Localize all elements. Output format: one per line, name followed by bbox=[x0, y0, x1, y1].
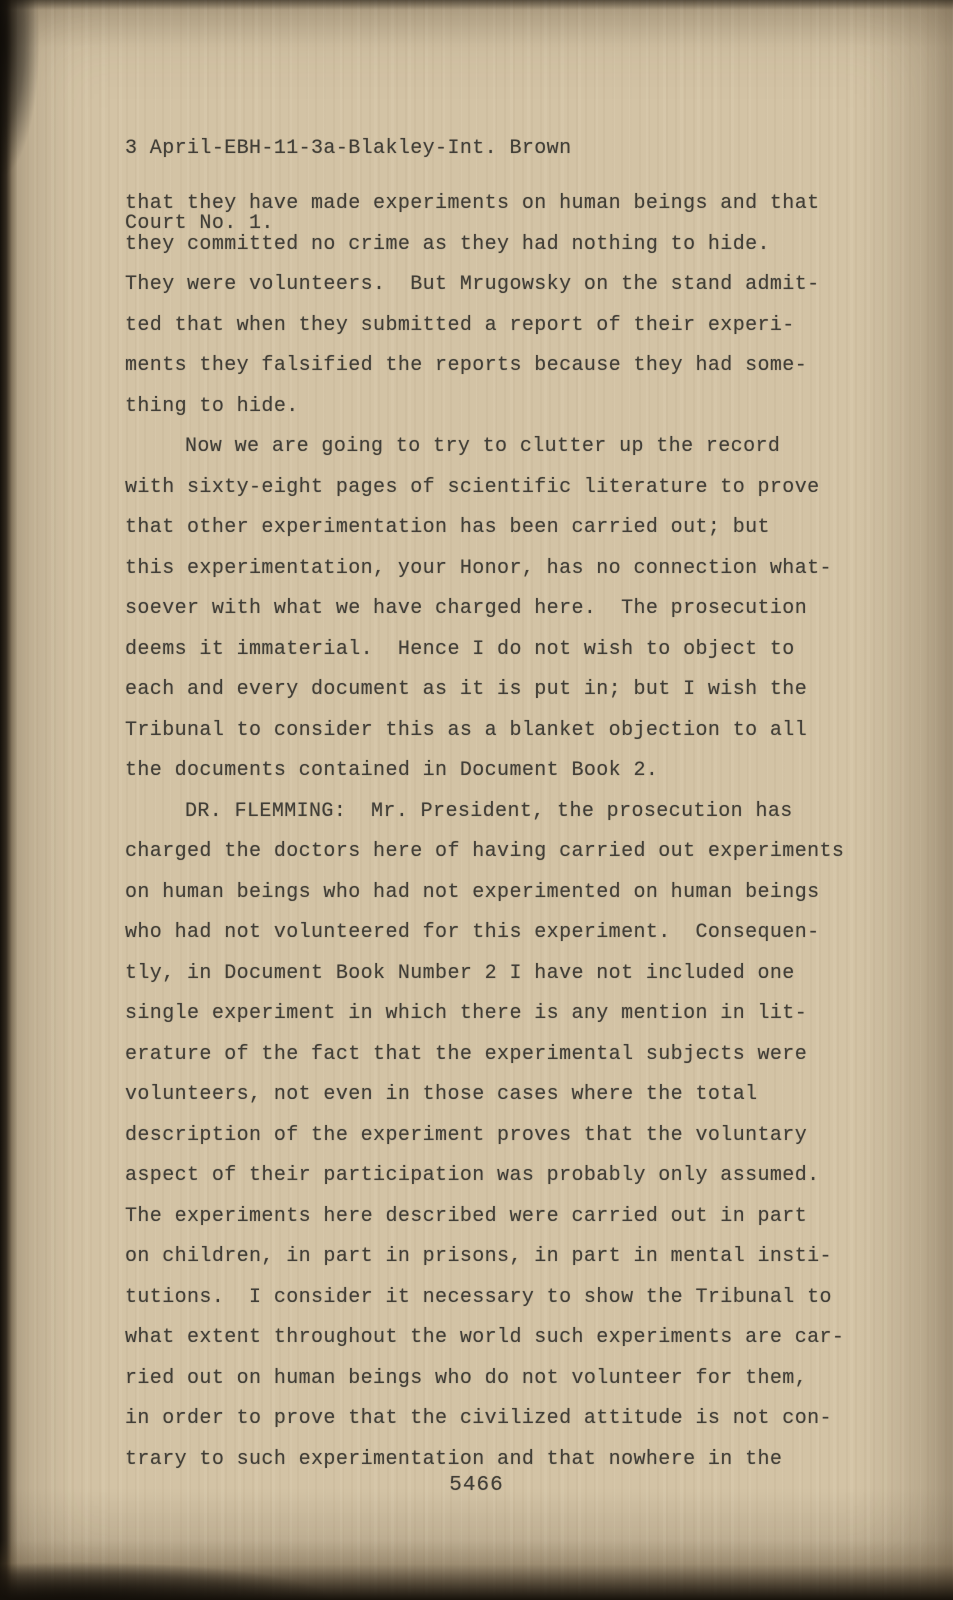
text-line: erature of the fact that the experimental subjects were bbox=[125, 1042, 808, 1066]
text-line: charged the doctors here of having carried out experiments bbox=[125, 840, 845, 863]
text-line: thing to hide. bbox=[125, 394, 299, 418]
text-line: tly, in Document Book Number 2 I have not included one bbox=[125, 961, 795, 985]
text-line: Tribunal to consider this as a blanket objection to all bbox=[125, 718, 808, 742]
header-line-court: Court No. 1. bbox=[125, 212, 274, 235]
text-line: They were volunteers. But Mrugowsky on the stand admit- bbox=[125, 273, 820, 296]
text-line: The experiments here described were carried out in part bbox=[125, 1204, 808, 1228]
text-line: on human beings who had not experimented on human beings bbox=[125, 880, 820, 904]
text-line: who had not volunteered for this experiment. Consequen- bbox=[125, 921, 820, 944]
text-line: Now we are going to try to clutter up the record bbox=[185, 435, 781, 458]
text-line: what extent throughout the world such experiments are car- bbox=[125, 1326, 845, 1349]
text-line: ted that when they submitted a report of their experi- bbox=[125, 313, 795, 337]
text-line: volunteers, not even in those cases where the total bbox=[125, 1083, 758, 1106]
text-line: soever with what we have charged here. The prosecution bbox=[125, 597, 808, 620]
text-line: they committed no crime as they had nothing to hide. bbox=[125, 232, 770, 256]
text-line: deems it immaterial. Hence I do not wish to object to bbox=[125, 637, 795, 661]
header-line-reference: 3 April-EBH-11-3a-Blakley-Int. Brown bbox=[125, 137, 572, 160]
text-line: tutions. I consider it necessary to show the Tribunal to bbox=[125, 1285, 832, 1309]
text-line: on children, in part in prisons, in part in mental insti- bbox=[125, 1245, 832, 1268]
text-line: this experimentation, your Honor, has no connection what- bbox=[125, 556, 832, 580]
text-line: the documents contained in Document Book 2. bbox=[125, 759, 659, 782]
text-line: DR. FLEMMING: Mr. President, the prosecution has bbox=[185, 799, 793, 823]
scan-edge-bottom bbox=[0, 1540, 953, 1600]
text-line: aspect of their participation was probably only assumed. bbox=[125, 1164, 820, 1187]
body-lines bbox=[125, 184, 915, 1480]
text-line: description of the experiment proves that the voluntary bbox=[125, 1123, 808, 1147]
scan-corner-top-left bbox=[0, 0, 60, 200]
scan-edge-top bbox=[0, 0, 953, 10]
text-line: single experiment in which there is any mention in lit- bbox=[125, 1002, 808, 1025]
text-line: ments they falsified the reports because they had some- bbox=[125, 354, 808, 377]
text-line: in order to prove that the civilized attitude is not con- bbox=[125, 1407, 832, 1430]
scan-edge-left bbox=[0, 0, 18, 1600]
text-line: trary to such experimentation and that nowhere in the bbox=[125, 1447, 783, 1471]
page-number: 5466 bbox=[449, 1474, 504, 1497]
text-line: that other experimentation has been carried out; but bbox=[125, 516, 770, 539]
text-line: each and every document as it is put in; but I wish the bbox=[125, 678, 808, 701]
text-line: that they have made experiments on human beings and that bbox=[125, 192, 820, 215]
text-line: ried out on human beings who do not volunteer for them, bbox=[125, 1366, 808, 1390]
text-line: with sixty-eight pages of scientific literature to prove bbox=[125, 475, 820, 499]
